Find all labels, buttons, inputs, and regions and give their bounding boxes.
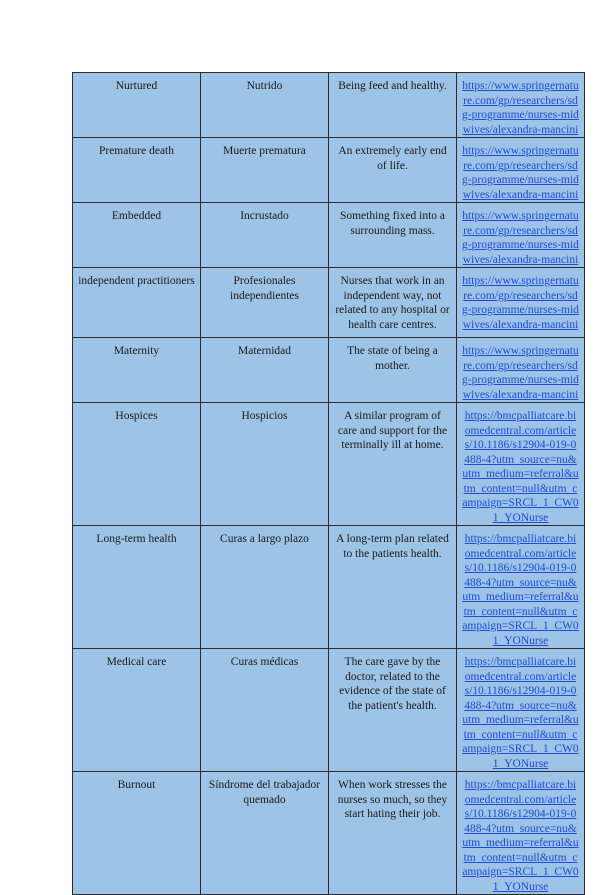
english-term-cell: Hospices — [73, 403, 201, 526]
english-term-cell: independent practitioners — [73, 268, 201, 338]
spanish-term-cell: Curas médicas — [201, 649, 329, 772]
glossary-table — [72, 72, 585, 895]
table-row — [73, 138, 585, 203]
table-row — [73, 203, 585, 268]
table-row — [73, 268, 585, 338]
english-term-cell: Medical care — [73, 649, 201, 772]
definition-cell: Nurses that work in an independent way, not related to any hospital or health care centres. — [329, 268, 457, 338]
english-term-cell: Embedded — [73, 203, 201, 268]
definition-cell: Being feed and healthy. — [329, 73, 457, 138]
spanish-term-cell: Maternidad — [201, 338, 329, 403]
source-cell — [457, 203, 585, 268]
table-row — [73, 649, 585, 772]
source-link[interactable]: https://www.springernature.com/gp/researchers/sdg-programme/nurses-midwives/alexandra-mancini — [462, 345, 579, 401]
source-link[interactable]: https://bmcpalliatcare.biomedcentral.com/articles/10.1186/s12904-019-0488-4?utm_source=nu&utm_medium=referral&utm_content=null&utm_campaign=SRCL_1_CW01_YONurse — [462, 410, 579, 524]
table-row — [73, 403, 585, 526]
source-link[interactable]: https://bmcpalliatcare.biomedcentral.com/articles/10.1186/s12904-019-0488-4?utm_source=nu&utm_medium=referral&utm_content=null&utm_campaign=SRCL_1_CW01_YONurse — [462, 656, 579, 770]
source-cell — [457, 772, 585, 895]
source-link[interactable]: https://www.springernature.com/gp/researchers/sdg-programme/nurses-midwives/alexandra-mancini — [462, 275, 579, 331]
definition-cell: A similar program of care and support for the terminally ill at home. — [329, 403, 457, 526]
spanish-term-cell: Profesionales independientes — [201, 268, 329, 338]
source-link[interactable]: https://bmcpalliatcare.biomedcentral.com/articles/10.1186/s12904-019-0488-4?utm_source=nu&utm_medium=referral&utm_content=null&utm_campaign=SRCL_1_CW01_YONurse — [462, 779, 579, 893]
source-cell — [457, 138, 585, 203]
definition-cell: A long-term plan related to the patients health. — [329, 526, 457, 649]
source-cell — [457, 268, 585, 338]
english-term-cell: Maternity — [73, 338, 201, 403]
table-row — [73, 73, 585, 138]
source-cell — [457, 403, 585, 526]
spanish-term-cell: Síndrome del trabajador quemado — [201, 772, 329, 895]
definition-cell: An extremely early end of life. — [329, 138, 457, 203]
spanish-term-cell: Nutrido — [201, 73, 329, 138]
spanish-term-cell: Curas a largo plazo — [201, 526, 329, 649]
source-link[interactable]: https://www.springernature.com/gp/researchers/sdg-programme/nurses-midwives/alexandra-mancini — [462, 145, 579, 201]
source-cell — [457, 526, 585, 649]
definition-cell: The state of being a mother. — [329, 338, 457, 403]
source-cell — [457, 338, 585, 403]
table-row — [73, 772, 585, 895]
source-link[interactable]: https://www.springernature.com/gp/researchers/sdg-programme/nurses-midwives/alexandra-mancini — [462, 80, 579, 136]
source-link[interactable]: https://www.springernature.com/gp/researchers/sdg-programme/nurses-midwives/alexandra-mancini — [462, 210, 579, 266]
source-cell — [457, 649, 585, 772]
english-term-cell: Premature death — [73, 138, 201, 203]
definition-cell: Something fixed into a surrounding mass. — [329, 203, 457, 268]
english-term-cell: Nurtured — [73, 73, 201, 138]
english-term-cell: Long-term health — [73, 526, 201, 649]
definition-cell: The care gave by the doctor, related to the evidence of the state of the patient's health. — [329, 649, 457, 772]
source-link[interactable]: https://bmcpalliatcare.biomedcentral.com/articles/10.1186/s12904-019-0488-4?utm_source=nu&utm_medium=referral&utm_content=null&utm_campaign=SRCL_1_CW01_YONurse — [462, 533, 579, 647]
table-row — [73, 526, 585, 649]
spanish-term-cell: Incrustado — [201, 203, 329, 268]
spanish-term-cell: Hospicios — [201, 403, 329, 526]
table-row — [73, 338, 585, 403]
definition-cell: When work stresses the nurses so much, so they start hating their job. — [329, 772, 457, 895]
source-cell — [457, 73, 585, 138]
english-term-cell: Burnout — [73, 772, 201, 895]
spanish-term-cell: Muerte prematura — [201, 138, 329, 203]
